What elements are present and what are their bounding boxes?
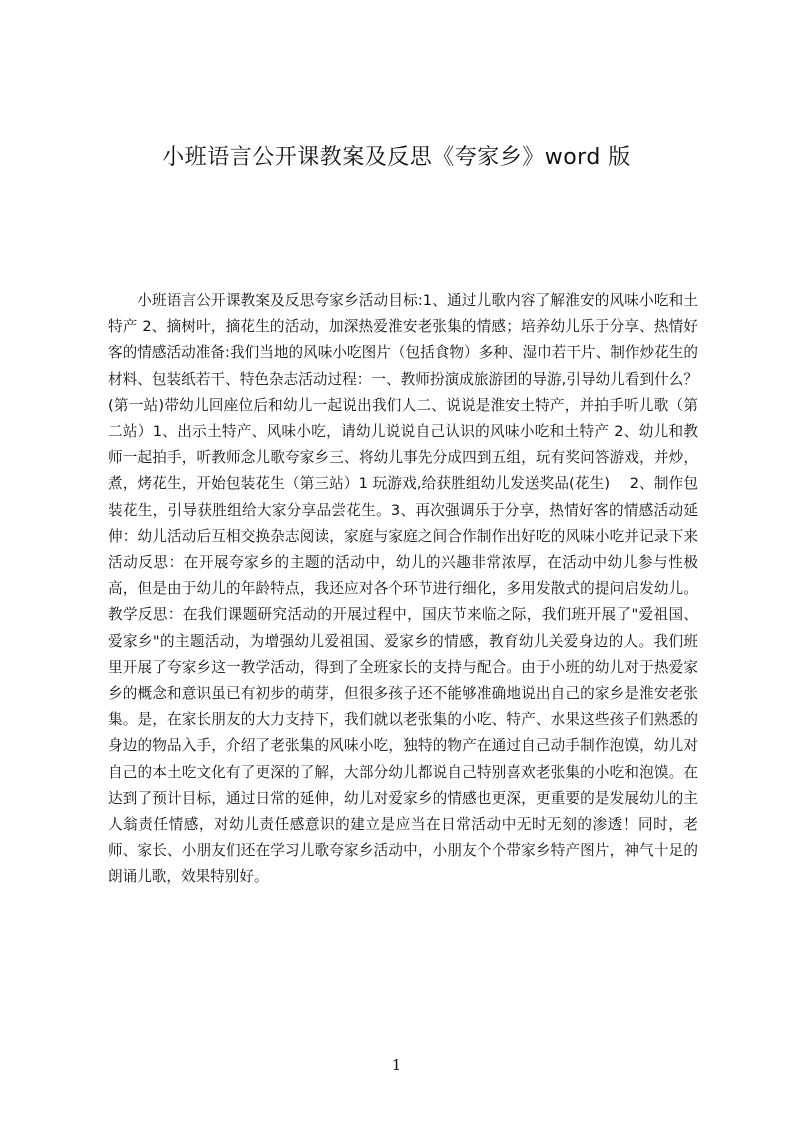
document-title: 小班语言公开课教案及反思《夸家乡》word 版 <box>162 145 631 170</box>
body-paragraph: 小班语言公开课教案及反思夸家乡活动目标:1、通过儿歌内容了解淮安的风味小吃和土特产 2、摘树叶，摘花生的活动，加深热爱淮安老张集的情感；培养幼儿乐于分享、热情好客的情感活动准备:我们当地的风味小吃图片（包括食物）多种、湿巾若干片、制作炒花生的材料、包装纸若干、特色杂志活动过程：一、教师扮演成旅游团的导游,引导幼儿看到什么？(第一站)带幼儿回座位后和幼儿一起说出我们人二、说说是淮安土特产，并拍手听儿歌（第二站）1、出示土特产、风味小吃，请幼儿说说自己认识的风味小吃和土特产 2、幼儿和教师一起拍手，听教师念儿歌夸家乡三、将幼儿事先分成四到五组，玩有奖问答游戏，并炒，煮，烤花生，开始包装花生（第三站）1 玩游戏,给获胜组幼儿发送奖品(花生) 2、制作包装花生，引导获胜组给大家分享品尝花生。3、再次强调乐于分享，热情好客的情感活动延伸：幼儿活动后互相交换杂志阅读，家庭与家庭之间合作制作出好吃的风味小吃并记录下来活动反思：在开展夸家乡的主题的活动中，幼儿的兴趣非常浓厚，在活动中幼儿参与性极高，但是由于幼儿的年龄特点，我还应对各个环节进行细化，多用发散式的提问启发幼儿。教学反思：在我们课题研究活动的开展过程中，国庆节来临之际，我们班开展了"爱祖国、爱家乡"的主题活动，为增强幼儿爱祖国、爱家乡的情感，教育幼儿关爱身边的人。我们班里开展了夸家乡这一教学活动，得到了全班家长的支持与配合。由于小班的幼儿对于热爱家乡的概念和意识虽已有初步的萌芽，但很多孩子还不能够准确地说出自己的家乡是淮安老张集。是，在家长朋友的大力支持下，我们就以老张集的小吃、特产、水果这些孩子们熟悉的身边的物品入手，介绍了老张集的风味小吃，独特的物产在通过自己动手制作泡馍，幼儿对自己的本土吃文化有了更深的了解，大部分幼儿都说自己特别喜欢老张集的小吃和泡馍。在达到了预计目标，通过日常的延伸，幼儿对爱家乡的情感也更深，更重要的是发展幼儿的主人翁责任情感，对幼儿责任感意识的建立是应当在日常活动中无时无刻的渗透！同时，老师、家长、小朋友们还在学习儿歌夸家乡活动中，小朋友个个带家乡特产图片，神气十足的朗诵儿歌，效果特别好。 <box>108 292 698 886</box>
page-number: 1 <box>391 1056 402 1074</box>
